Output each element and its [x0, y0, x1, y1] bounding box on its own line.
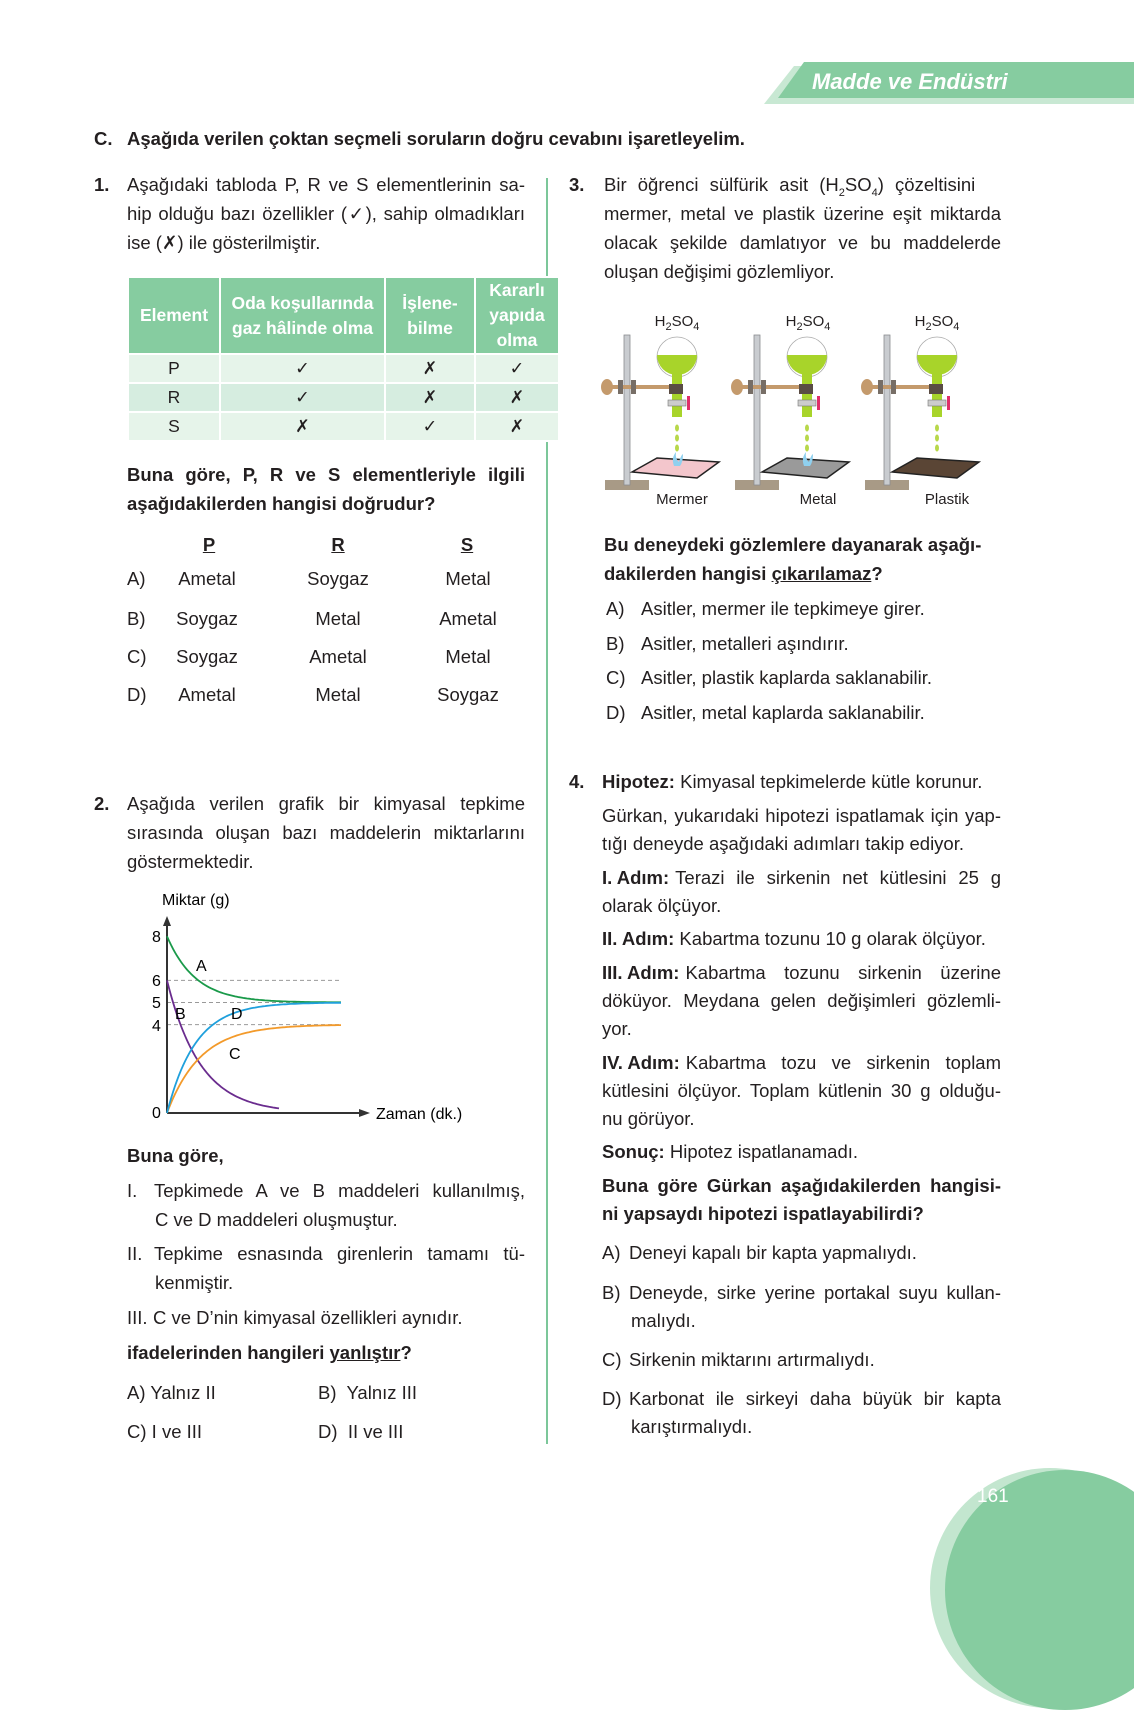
surface-label-marble: Mermer: [656, 491, 708, 508]
option-letter: C): [606, 667, 626, 688]
option-text: malıydı.: [631, 1310, 696, 1331]
q3-text-line: mermer, metal ve plastik üzerine eşit miktarda: [604, 203, 1001, 224]
table-row: [128, 354, 559, 383]
option-letter: D): [127, 684, 147, 705]
acid-label: [655, 311, 700, 333]
q2-option-c[interactable]: [127, 1421, 202, 1443]
step-label: II. Adım:: [602, 928, 675, 949]
option-value: Ametal: [309, 646, 367, 667]
clamp-arm: [607, 385, 669, 389]
y-axis-label: Miktar (g): [162, 892, 230, 909]
step-text: Terazi ile sirkenin net kütlesini 25 g: [675, 867, 1001, 888]
q3-question-post: ?: [871, 563, 883, 584]
funnel-stem: [932, 372, 942, 417]
statement-text: Tepkime esnasında girenlerin tamamı tü-: [154, 1243, 525, 1264]
step-text: kütlesini ölçüyor. Toplam kütlenin 30 g olduğu-: [602, 1080, 1001, 1101]
step-3: [602, 962, 1001, 984]
q4-hypothesis: [602, 771, 982, 793]
curve-d: [167, 1003, 341, 1113]
table-header: Element: [128, 277, 220, 354]
q3-text-line: oluşan değişimi gözlemliyor.: [604, 261, 835, 282]
page-number: 161: [977, 1486, 1009, 1507]
section-title: Aşağıda verilen çoktan seçmeli soruların doğru cevabını işaretleyelim.: [127, 128, 745, 149]
option-value: Soygaz: [176, 608, 238, 629]
acid-so: SO: [802, 313, 825, 330]
acid-liquid: [657, 355, 697, 375]
x-axis-label: Zaman (dk.): [376, 1106, 463, 1123]
q4-result: [602, 1141, 858, 1163]
option-value: Metal: [445, 646, 491, 667]
amount-time-graph: [140, 885, 480, 1130]
option-text: Asitler, plastik kaplarda saklanabilir.: [641, 667, 933, 688]
statement-text: kenmiştir.: [155, 1272, 234, 1293]
q2-lead: Buna göre,: [127, 1145, 224, 1166]
option-text: Asitler, mermer ile tepkimeye girer.: [641, 598, 925, 619]
q1-text-line: Aşağıdaki tabloda P, R ve S elementlerinin sa-: [127, 174, 525, 195]
option-value: Metal: [445, 568, 491, 589]
q3-line1-post: ) çözeltisini: [877, 174, 976, 195]
table-cell: ✓: [475, 354, 559, 383]
surface-label-metal: Metal: [799, 491, 837, 508]
curve-label-d: D: [231, 1006, 243, 1023]
clamp-grip: [929, 384, 943, 394]
acid-h: H: [654, 313, 666, 330]
clamp-boss: [618, 380, 623, 394]
y-tick: 8: [152, 929, 161, 946]
stopcock-handle: [817, 396, 820, 410]
option-letter: B): [127, 608, 146, 629]
option-text: Asitler, metalleri aşındırır.: [641, 633, 849, 654]
clamp-boss: [891, 380, 896, 394]
result-text: Hipotez ispatlanamadı.: [664, 1141, 859, 1162]
clamp-boss: [878, 380, 883, 394]
q2-option-d[interactable]: [318, 1421, 403, 1443]
curve-label-b: B: [175, 1006, 186, 1023]
x-axis-arrow-icon: [359, 1109, 370, 1117]
step-label: IV. Adım:: [602, 1052, 680, 1073]
acid-so: SO: [931, 313, 954, 330]
q4-question: Buna göre Gürkan aşağıdakilerden hangisi-: [602, 1175, 1001, 1196]
option-text: Yalnız III: [346, 1382, 418, 1403]
acid-drop: [805, 425, 809, 432]
table-cell: R: [128, 383, 220, 412]
q3-line1: [604, 174, 975, 199]
option-letter: B): [606, 633, 625, 654]
q2-text-line: Aşağıda verilen grafik bir kimyasal tepkime: [127, 793, 525, 814]
curve-label-a: A: [196, 958, 207, 975]
q3-line1-pre: Bir öğrenci sülfürik asit (H: [604, 174, 839, 195]
option-text: II ve III: [347, 1421, 404, 1442]
option-letter: D): [318, 1421, 338, 1442]
clamp-arm: [867, 385, 929, 389]
table-cell: ✓: [220, 383, 385, 412]
table-row: [128, 383, 559, 412]
q3-question-emph: çıkarılamaz: [771, 563, 872, 584]
acid-drop: [675, 445, 679, 452]
step-text: Kabartma tozu ve sirkenin toplam: [685, 1052, 1001, 1073]
step-text: nu görüyor.: [602, 1108, 695, 1129]
acid-h: H: [914, 313, 926, 330]
stopcock: [928, 400, 946, 406]
acid-sub: 2: [796, 321, 803, 333]
table-cell: P: [128, 354, 220, 383]
hypothesis-text: Kimyasal tepkimelerde kütle korunur.: [674, 771, 983, 792]
q1-number: 1.: [94, 174, 110, 195]
table-header: İşlene- bilme: [385, 277, 475, 354]
col-header-p: P: [202, 534, 216, 555]
stopcock-handle: [687, 396, 690, 410]
clamp-boss: [748, 380, 753, 394]
statement-text: Tepkimede A ve B maddeleri kullanılmış,: [154, 1180, 525, 1201]
statement-text: C ve D’nin kimyasal özellikleri aynıdır.: [153, 1307, 463, 1328]
funnel-stem: [672, 372, 682, 417]
acid-label: [786, 311, 831, 333]
stopcock: [798, 400, 816, 406]
acid-drop: [805, 445, 809, 452]
option-value: Soygaz: [307, 568, 369, 589]
acid-drop: [935, 425, 939, 432]
option-value: Metal: [315, 608, 361, 629]
curve-a: [167, 936, 341, 1002]
y-tick: 0: [152, 1105, 161, 1122]
chapter-title: Madde ve Endüstri: [812, 69, 1008, 94]
q2-question: [127, 1342, 412, 1364]
table-header: Oda koşullarında gaz hâlinde olma: [220, 277, 385, 354]
step-text: olarak ölçüyor.: [602, 895, 722, 916]
q3-question-pre: dakilerden hangisi: [604, 563, 772, 584]
q4-intro: tığı deneyde aşağıdaki adımları takip ediyor.: [602, 833, 964, 854]
option-letter: A): [127, 1382, 146, 1403]
option-text: Asitler, metal kaplarda saklanabilir.: [641, 702, 925, 723]
acid-sub: 2: [665, 321, 672, 333]
table-cell: ✓: [220, 354, 385, 383]
q1-question: aşağıdakilerden hangisi doğrudur?: [127, 493, 436, 514]
y-tick: 6: [152, 973, 161, 990]
q2-option-a[interactable]: [127, 1382, 216, 1404]
q2-number: 2.: [94, 793, 110, 814]
q3-number: 3.: [569, 174, 585, 195]
option-letter: B): [318, 1382, 337, 1403]
formula-sub: 2: [838, 187, 845, 199]
formula-sub: 4: [871, 187, 878, 199]
q2-text-line: sırasında oluşan bazı maddelerin miktarlarını: [127, 822, 525, 843]
table-cell: ✗: [385, 383, 475, 412]
q4-number: 4.: [569, 771, 585, 792]
option-letter: C): [127, 646, 147, 667]
col-header-r: R: [331, 534, 345, 555]
clamp-arm: [737, 385, 799, 389]
statement-label: III.: [127, 1307, 148, 1328]
option-letter: A): [602, 1242, 621, 1263]
option-letter: D): [602, 1388, 622, 1409]
acid-drop: [805, 435, 809, 442]
table-cell: ✗: [385, 354, 475, 383]
option-text: Deneyde, sirke yerine portakal suyu kullan-: [629, 1282, 1001, 1303]
option-text: Yalnız II: [150, 1382, 216, 1403]
clamp-grip: [799, 384, 813, 394]
stand-rod: [624, 335, 630, 485]
acid-drop: [675, 425, 679, 432]
col-header-s: S: [460, 534, 474, 555]
step-1: [602, 867, 1001, 889]
step-2: [602, 928, 986, 950]
q3-question: Bu deneydeki gözlemlere dayanarak aşağı-: [604, 534, 982, 555]
option-letter: B): [602, 1282, 621, 1303]
q1-text-line: hip olduğu bazı özellikler (✓), sahip olmadıkları: [127, 203, 525, 224]
table-cell: S: [128, 412, 220, 441]
option-text: karıştırmalıydı.: [631, 1416, 753, 1437]
option-letter: A): [606, 598, 625, 619]
y-axis-arrow-icon: [163, 916, 171, 926]
acid-sub: 4: [824, 321, 831, 333]
step-text: Kabartma tozunu 10 g olarak ölçüyor.: [674, 928, 986, 949]
table-cell: ✗: [220, 412, 385, 441]
acid-sub: 4: [693, 321, 700, 333]
statement-label: I.: [127, 1180, 138, 1201]
statement-text: C ve D maddeleri oluşmuştur.: [155, 1209, 398, 1230]
option-letter: A): [127, 568, 146, 589]
result-label: Sonuç:: [602, 1141, 665, 1162]
clamp-boss: [761, 380, 766, 394]
option-text: I ve III: [151, 1421, 203, 1442]
table-cell: ✓: [385, 412, 475, 441]
q3-question: [604, 563, 883, 585]
q2-question-post: ?: [400, 1342, 412, 1363]
step-label: III. Adım:: [602, 962, 680, 983]
formula-mid: SO: [844, 174, 872, 195]
acid-sub: 4: [953, 321, 960, 333]
step-text: yor.: [602, 1018, 632, 1039]
stopcock: [668, 400, 686, 406]
surface-label-plastic: Plastik: [924, 491, 970, 508]
clamp-grip: [669, 384, 683, 394]
acid-drop: [935, 435, 939, 442]
acid-sub: 2: [925, 321, 932, 333]
option-value: Soygaz: [437, 684, 499, 705]
step-label: I. Adım:: [602, 867, 670, 888]
acid-h: H: [785, 313, 797, 330]
stopcock-handle: [947, 396, 950, 410]
q2-question-pre: ifadelerinden hangileri: [127, 1342, 330, 1363]
acid-so: SO: [671, 313, 694, 330]
q2-option-b[interactable]: [318, 1382, 417, 1404]
option-value: Ametal: [178, 684, 236, 705]
properties-table: [127, 276, 560, 442]
clamp-boss: [631, 380, 636, 394]
option-text: Sirkenin miktarını artırmalıydı.: [629, 1349, 875, 1370]
table-cell: ✗: [475, 383, 559, 412]
option-letter: C): [127, 1421, 147, 1442]
option-text: Deneyi kapalı bir kapta yapmalıydı.: [629, 1242, 917, 1263]
curve-label-c: C: [229, 1046, 241, 1063]
stand-rod: [754, 335, 760, 485]
acid-drop: [675, 435, 679, 442]
step-text: Kabartma tozunu sirkenin üzerine: [685, 962, 1001, 983]
table-row: [128, 412, 559, 441]
step-text: döküyor. Meydana gelen değişimleri gözlemli-: [602, 990, 1001, 1011]
option-letter: C): [602, 1349, 622, 1370]
table-cell: ✗: [475, 412, 559, 441]
section-letter: C.: [94, 128, 113, 149]
table-header: Kararlı yapıda olma: [475, 277, 559, 354]
q1-text-line: ise (✗) ile gösterilmiştir.: [127, 232, 321, 253]
acid-label: [915, 311, 960, 333]
plastic-plate: [892, 458, 979, 478]
statement-label: II.: [127, 1243, 143, 1264]
option-value: Ametal: [178, 568, 236, 589]
funnel-stem: [802, 372, 812, 417]
option-value: Ametal: [439, 608, 497, 629]
q2-question-emph: yanlıştır: [329, 1342, 401, 1363]
curve-c: [167, 1025, 341, 1113]
q4-question: ni yapsaydı hipotezi ispatlayabilirdi?: [602, 1203, 924, 1224]
q3-text-line: olacak şekilde damlatıyor ve bu maddelerde: [604, 232, 1001, 253]
option-value: Soygaz: [176, 646, 238, 667]
option-text: Karbonat ile sirkeyi daha büyük bir kapta: [629, 1388, 1001, 1409]
step-4: [602, 1052, 1001, 1074]
option-value: Metal: [315, 684, 361, 705]
hypothesis-label: Hipotez:: [602, 771, 675, 792]
q2-text-line: göstermektedir.: [127, 851, 254, 872]
y-tick: 5: [152, 995, 161, 1012]
q4-intro: Gürkan, yukarıdaki hipotezi ispatlamak için yap-: [602, 805, 1001, 826]
q1-question: Buna göre, P, R ve S elementleriyle ilgili: [127, 464, 525, 485]
acid-drop: [935, 445, 939, 452]
stand-rod: [884, 335, 890, 485]
option-letter: D): [606, 702, 626, 723]
y-tick: 4: [152, 1018, 161, 1035]
